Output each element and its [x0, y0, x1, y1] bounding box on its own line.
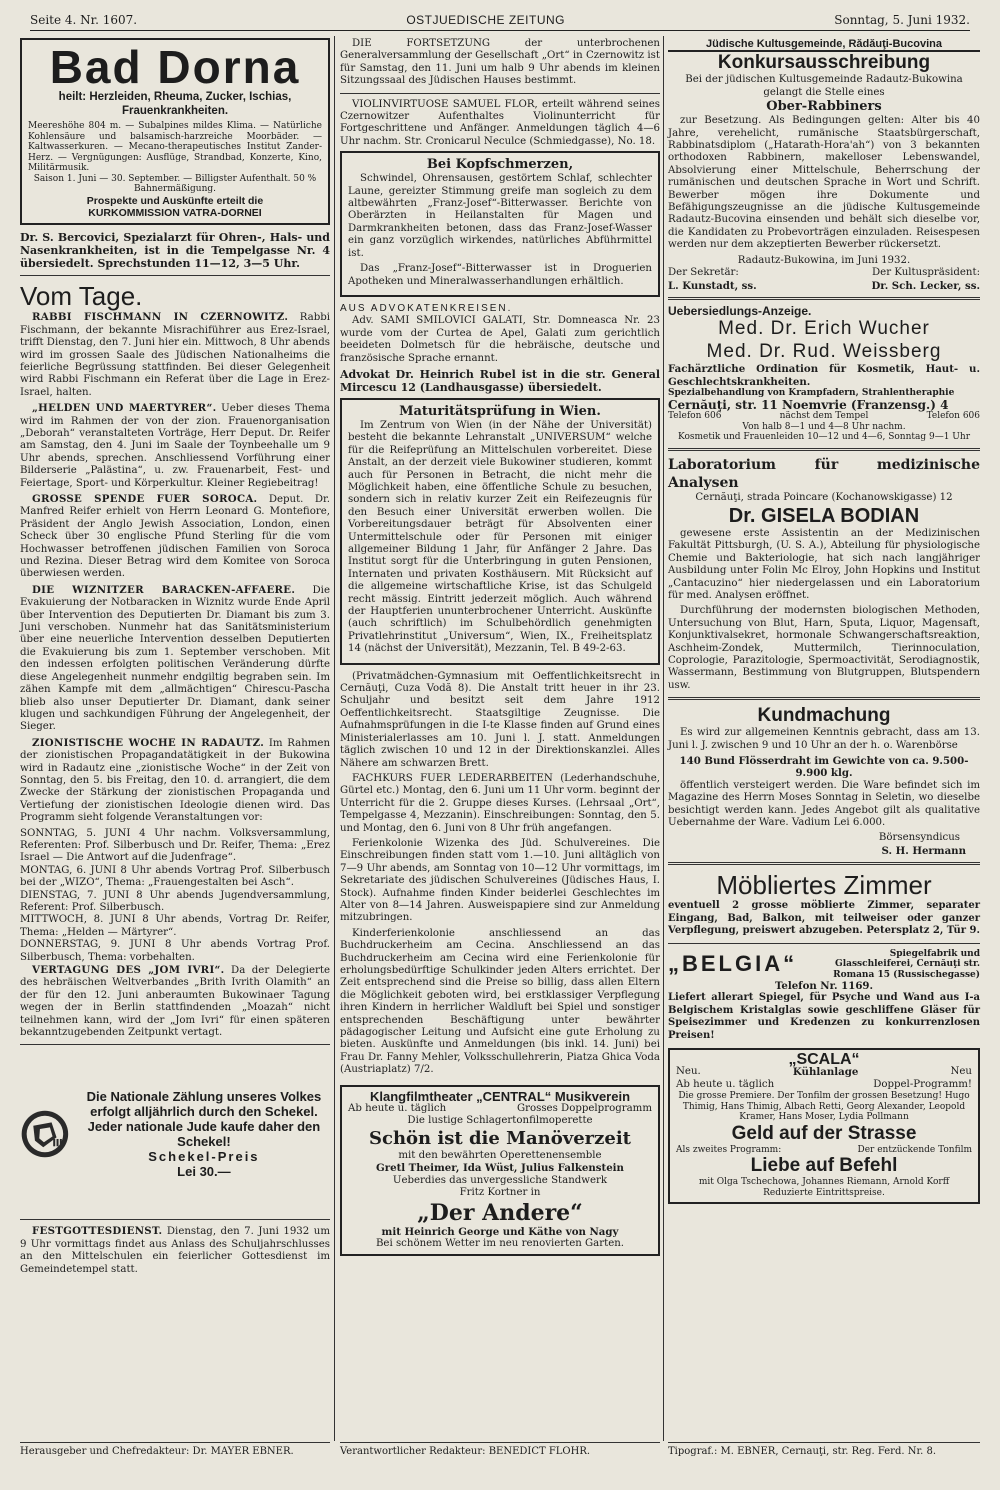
footer-printer: Tipograf.: M. EBNER, Cernauţi, str. Reg. Ferd. Nr. 8.: [668, 1442, 980, 1457]
schekel-text: Die Nationale Zählung unseres Volkes erfolgt alljährlich durch den Schekel. Jeder nationale Jude kaufe daher den Schekel!: [86, 1089, 322, 1150]
program-item: MONTAG, 6. JUNI 8 Uhr abends Vortrag Prof. Silberbusch bei der „WIZO“, Thema: „Frauengestalten bei Asch“.: [20, 864, 330, 889]
column-rule-2: [663, 36, 664, 1441]
footer-publisher: Herausgeber und Chefredakteur: Dr. MAYER EBNER.: [20, 1442, 330, 1457]
program-item: DONNERSTAG, 9. JUNI 8 Uhr abends Vortrag Prof. Silberbusch, Thema: vorbehalten.: [20, 939, 330, 963]
kundmachung-title: Kundmachung: [757, 705, 891, 727]
dorna-body: Meereshöhe 804 m. — Subalpines mildes Klima. — Natürliche Kohlensäure und balsamisch-harzreiche Moorbäder. — Kaltwasserkuren. — Mecano-therapeutisches Institut Zander-Herz. — Vergnügungen: Ausflüge, Strandbad, Konzerte, Kino, Militärmusik.: [28, 121, 322, 173]
central-cinema-ad: Klangfilmtheater „CENTRAL“ Musikverein Ab heute u. täglich Grosses Doppelprogramm Die lustige Schlagertonfilmoperette Schön ist die Manöverzeit mit den bewährten Operettenensemble Gretl Theimer, Ida Wüst, Julius Falkenstein Ueberdies das unvergessliche Standwerk Fritz Kortner in „Der Andere“ mit Heinrich George und Käthe von Nagy Bei schönem Wetter im neu renovierten Garten.: [340, 1085, 660, 1257]
schekel-text-block: [78, 1089, 330, 1179]
column-1: [20, 38, 330, 1279]
schekel-ad: [20, 1059, 330, 1209]
belgia-ad: „BELGIA“ Spiegelfabrik und Glasschleiferei, Cernăuţi str. Romana 15 (Russischegasse): [668, 948, 980, 980]
rubel-notice: Advokat Dr. Heinrich Rubel ist in die str. General Mircescu 12 (Landhausgasse) übersiedelt.: [340, 367, 660, 394]
newspaper-title: OSTJUEDISCHE ZEITUNG: [406, 13, 565, 27]
schekel-lei: Lei 30.—: [177, 1164, 231, 1180]
header-left: Seite 4. Nr. 1607.: [30, 13, 138, 27]
doctor-wucher: Med. Dr. Erich Wucher: [718, 318, 930, 340]
column-2: DIE FORTSETZUNG der unterbrochenen Generalversammlung der Gesellschaft „Ort“ in Czernowitz ist für Samstag, den 11. Juni um halb 9 Uhr abends im kleinen Sitzungssaal des Jüdischen Hauses bestimmt. VIOLINVIRTUOSE SAMUEL FLOR, erteilt während seines Czernowitzer Aufenthaltes Violinunterricht für Fortgeschrittene und Anfänger. Anmeldungen täglich 4—6 Uhr nachm. Str. Cronicarul Neculce (Schmiedgasse), No. 18. Bei Kopfschmerzen, Schwindel, Ohrensausen, gestörtem Schlaf, schlechter Laune, gereizter Stimmung greife man sogleich zu dem altbewährten „Franz-Josef“-Bitterwasser. Berichte von Oberärzten in Heilanstalten für Magen und Darmkrankheiten betonen, dass das Franz-Josef-Wasser ein ganz vorzüglich wirkendes, natürliches Abführmittel ist. Das „Franz-Josef“-Bitterwasser ist in Droguerien Apotheken und Mineralwasserhandlungen erhältlich. AUS ADVOKATENKREISEN. Adv. SAMI SMILOVICI GALATI, Str. Domneasca Nr. 23 wurde vom der Curtea de Apel, Galati zum gerichtlich beeideten Dolmetsch für die hebräische, deutsche und französische Sprache ernannt. Advokat Dr. Heinrich Rubel ist in die str. General Mircescu 12 (Landhausgasse) übersiedelt. Maturitätsprüfung in Wien. Im Zentrum von Wien (in der Nähe der Universität) besteht die bekannte Lehranstalt „UNIVERSUM“ welche für die Reifeprüfung an Mittelschulen vorbereitet. Diese Anstalt, an der derzeit viele Bukowiner studieren, kommt auch für Personen in Betracht, die nicht mehr die Möglichkeit haben, eine öffentliche Schule zu besuchen, sondern sich in relativ kurzer Zeit ein Reifezeugnis für den Besuch einer Universität erwerben wollen. Die Vorbereitungsdauer beträgt für Absolventen einer Untermittelschule oder für Personen mit einiger allgemeiner Bildung 1 Jahr, für Anfänger 2 Jahre. Das Institut sorgt für die Unterbringung in guten Pensionen, Internaten und privaten Kosthäusern. Mit Rücksicht auf die allgemeine wirtschaftliche Krise, ist das Schulgeld recht mässig. Eintritt jederzeit möglich. Auch während der Hauptferien ununterbrochener Unterricht. Auskünfte (auch schriftlich) im Schulbehördlich genehmigten Privatlehrinstitut „Universum“, Wien, IX., Freiheitsplatz 14 (nächst der Universität), Mezzanin, Tel. B 49-2-63. (Privatmädchen-Gymnasium mit Oeffentlichkeitsrecht in Cernăuţi, Cuza Vodă 8). Die Anstalt tritt heuer in ihr 23. Schuljahr und besitzt seit dem Jahre 1912 Oeffentlichkeitsrecht. Staatsgiltige Zeugnisse. Die Aufnahmsprüfungen in die I-te Klasse finden auf Grund eines Ministerialerlasses am 10. Juni l. J. statt. Anmeldungen täglich zwischen 10 und 12 in der Direktionskanzlei. Alles Nähere am schwarzen Brett. FACHKURS FUER LEDERARBEITEN (Lederhandschuhe, Gürtel etc.) Montag, den 6. Juni um 11 Uhr vorm. beginnt der Unterricht für die 2. Gruppe dieses Kurses. (Lehrsaal „Ort“, Tempelgasse 4, Mezzanin). Einschreibungen: Sonntag, den 5. und Montag, den 6. Juni von 8 Uhr früh angefangen. Ferienkolonie Wizenka des Jüd. Schulvereines. Die Einschreibungen finden statt vom 1.—10. Juni alltäglich von 7—9 Uhr abends, am Sonntag von 10—12 Uhr vormittags, im Sekretariate des jüdischen Schulvereines (Jüdisches Haus, I. Stock). Aufnahme finden Kinder beiderlei Geschlechtes im Alter von 8—14 Jahren. Ausweispapiere sind zur Anmeldung mitzubringen. Kinderferienkolonie anschliessend an das Buchdruckerheim am Cecina. Anschliessend an das Buchdruckerheim am Cecina wird eine Ferienkolonie für erholungsbedürftige Schulkinder jeden Alters errichtet. Der Zeit entsprechend sind die Preise so billig, dass allen Eltern die Möglichkeit geboten wird, bei erstklassiger Verpflegung ihren Kindern in herrlicher Waldluft bei Spiel und sonstiger entsprechenden Beschäftigung unter bewährter pädagogischer Leitung und Aufsicht eine gute Erholung zu bieten. Auskünfte und Anmeldungen (bis inkl. 14. Juni) bei Frau Dr. Fanny Mehler, Volksschullehrerin, Piatza Ghica Voda (Austriaplatz) 7/2. Klangfilmtheater „CENTRAL“ Musikverein Ab heute u. täglich Grosses Doppelprogramm Die lustige Schlagertonfilmoperette Schön ist die Manöverzeit mit den bewährten Operettenensemble Gretl Theimer, Ida Wüst, Julius Falkenstein Ueberdies das unvergessliche Standwerk Fritz Kortner in „Der Andere“ mit Heinrich George und Käthe von Nagy Bei schönem Wetter im neu renovierten Garten.: [340, 38, 660, 1262]
news-item: RABBI FISCHMANN IN CZERNOWITZ. Rabbi Fischmann, der bekannte Misrachiführer aus Erez-Israel, trifft Dienstag, den 7. Juni hier ein. Mittwoch, 8 Uhr abends wird im grossen Saale des Jüdischen Nationalheims die feierliche Begrüssung stattfinden. Bei dieser Gelegenheit wird Rabbi Fischmann ein Referat über die Lage in Erez-Israel, halten.: [20, 311, 330, 398]
schekel-preis: Schekel-Preis: [148, 1149, 260, 1165]
page-header: [30, 10, 970, 31]
bad-dorna-title: Bad Dorna: [49, 41, 301, 93]
labor-heading: Laboratorium für medizinische Analysen: [668, 456, 980, 491]
program-list: [20, 828, 330, 964]
uebersiedlung-heading: Uebersiedlungs-Anzeige.: [668, 303, 812, 318]
news-item: „HELDEN UND MAERTYRER“. Ueber dieses Thema wird im Rahmen der von der zion. Frauenorganisation „Deborah“ veranstalteten Vorträge, Herr Deput. Dr. Reifer am Samstag, den 4. Juni im Saale der Toynbeehalle um 9 Uhr abends, sprechen. Anschliessend Vorführung einer Bilderserie „Palästina“, u. zw. Frauenarbeit, Fest- und Feiertage, Sport- und Körperkultur. Kleiner Regiebeitrag!: [20, 402, 330, 489]
franz-josef-ad: Bei Kopfschmerzen, Schwindel, Ohrensausen, gestörtem Schlaf, schlechter Laune, gereizter Stimmung greife man sogleich zu dem altbewährten „Franz-Josef“-Bitterwasser. Berichte von Oberärzten in Heilanstalten für Magen und Darmkrankheiten betonen, dass das Franz-Josef-Wasser ein ganz vorzüglich wirkendes, natürliches Abführmittel ist. Das „Franz-Josef“-Bitterwasser ist in Droguerien Apotheken und Mineralwasserhandlungen erhältlich.: [340, 151, 660, 297]
scala-cinema-ad: „SCALA“ Neu. Kühlanlage Neu Ab heute u. täglich Doppel-Programm! Die grosse Premiere. Der Tonfilm der grossen Besetzung! Hugo Thimig, Hans Thimig, Albach Retti, Georg Alexander, Leopold Kramer, Hans Moser, Lydia Pollmann Geld auf der Strasse Als zweites Programm: Der entzückende Tonfilm Liebe auf Befehl mit Olga Tschechowa, Johannes Riemann, Arnold Korff Reduzierte Eintrittspreise.: [668, 1048, 980, 1204]
kopf-title: Bei Kopfschmerzen,: [426, 157, 574, 173]
news-item: FESTGOTTESDIENST. Dienstag, den 7. Juni 1932 um 9 Uhr vormittags findet aus Anlass des Schuljahrschlusses an den Mittelschulen ein feierlicher Gottesdienst im Gemeindetempel statt.: [20, 1225, 330, 1275]
advokat-heading: AUS ADVOKATENKREISEN.: [340, 302, 513, 314]
konkurs-title: Konkursausschreibung: [717, 52, 931, 74]
schekel-emblem-icon: [20, 1059, 70, 1209]
news-item: Ferienkolonie Wizenka des Jüd. Schulvereines. Die Einschreibungen finden statt vom 1.—10. Juni alltäglich von 7—9 Uhr abends, am Sonntag von 10—12 Uhr vormittags, im Sekretariate des jüdischen Schulvereines (Jüdisches Haus, I. Stock). Aufnahme finden Kinder beiderlei Geschlechtes im Alter von 8—14 Jahren. Ausweispapiere sind zur Anmeldung mitzubringen.: [340, 837, 660, 924]
bad-dorna-ad: [20, 38, 330, 225]
gemeinde-heading: Jüdische Kultusgemeinde, Rădăuţi-Bucovina: [668, 38, 980, 52]
dorna-prospekte: Prospekte und Auskünfte erteilt die: [86, 194, 264, 207]
footer-editor: Verantwortlicher Redakteur: BENEDICT FLOHR.: [340, 1442, 660, 1457]
bercovici-notice: Dr. S. Bercovici, Spezialarzt für Ohren-, Hals- und Nasenkrankheiten, ist in die Tempelgasse Nr. 4 übersiedelt. Sprechstunden 11—12, 3—5 Uhr.: [20, 231, 330, 271]
doctor-weissberg: Med. Dr. Rud. Weissberg: [706, 341, 942, 363]
universum-ad: Maturitätsprüfung in Wien. Im Zentrum von Wien (in der Nähe der Universität) besteht die bekannte Lehranstalt „UNIVERSUM“ welche für die Reifeprüfung an Mittelschulen vorbereitet. Diese Anstalt, an der derzeit viele Bukowiner studieren, kommt auch für Personen in Betracht, die nicht mehr die Möglichkeit haben, eine öffentliche Schule zu besuchen, sondern sich in relativ kurzer Zeit ein Reifezeugnis für den Besuch einer Universität erwerben wollen. Die Vorbereitungsdauer beträgt für Absolventen einer Untermittelschule oder für Personen mit einiger allgemeiner Bildung 1 Jahr, für Anfänger 2 Jahre. Das Institut sorgt für die Unterbringung in guten Pensionen, Internaten und privaten Kosthäusern. Mit Rücksicht auf die allgemeine wirtschaftliche Krise, ist das Schulgeld recht mässig. Eintritt jederzeit möglich. Auch während der Hauptferien ununterbrochener Unterricht. Auskünfte (auch schriftlich) im Schulbehördlich genehmigten Privatlehrinstitut „Universum“, Wien, IX., Freiheitsplatz 14 (nächst der Universität), Mezzanin, Tel. B 49-2-63.: [340, 398, 660, 665]
news-item: (Privatmädchen-Gymnasium mit Oeffentlichkeitsrecht in Cernăuţi, Cuza Vodă 8). Die Anstalt tritt heuer in ihr 23. Schuljahr und besitzt seit dem Jahre 1912 Oeffentlichkeitsrecht. Staatsgiltige Zeugnisse. Die Aufnahmsprüfungen in die I-te Klasse finden auf Grund eines Ministerialerlasses am 10. Juni l. J. statt. Anmeldungen täglich zwischen 10 und 12 in der Direktionskanzlei. Alles Nähere am schwarzen Brett.: [340, 670, 660, 769]
news-item: DIE FORTSETZUNG der unterbrochenen Generalversammlung der Gesellschaft „Ort“ in Czernowitz ist für Samstag, den 11. Juni um halb 9 Uhr abends im kleinen Sitzungssaal des Jüdischen Hauses bestimmt.: [340, 38, 660, 87]
dorna-season: Saison 1. Juni — 30. September. — Billigster Aufenthalt. 50 % Bahnermäßigung.: [33, 173, 317, 194]
news-item: VERTAGUNG DES „JOM IVRI“. Da der Delegierte des hebräischen Weltverbandes „Brith Ivrith Olamith“ an der für den 12. Juni anberaumten Bukowinaer Tagung wegen der in Berlin stattfindenden „Moazah“ nicht teilnehmen kann, wird der „Jom Ivri“ für einen späteren bekanntzugebenden Zeitpunkt vertagt.: [20, 964, 330, 1039]
news-item: FACHKURS FUER LEDERARBEITEN (Lederhandschuhe, Gürtel etc.) Montag, den 6. Juni um 11 Uhr vorm. beginnt der Unterricht für die 2. Gruppe dieses Kurses. (Lehrsaal „Ort“, Tempelgasse 4, Mezzanin). Einschreibungen: Sonntag, den 5. und Montag, den 6. Juni von 8 Uhr früh angefangen.: [340, 772, 660, 834]
program-item: SONNTAG, 5. JUNI 4 Uhr nachm. Volksversammlung, Referenten: Prof. Silberbusch und Dr. Reifer, Thema: „Erez Israel — Die Antwort auf die Judenfrage“.: [20, 827, 330, 864]
news-item: GROSSE SPENDE FUER SOROCA. Deput. Dr. Manfred Reifer erhielt von Herrn Leonard G. Montefiore, Präsident der Anglo Jewish Association, London, einen Scheck über 30 englische Pfund Sterling für die vom Hochwasser betroffenen jüdischen Familien von Soroca und Rezina. Dieser Betrag wird dem Komitee von Soroca überwiesen werden.: [20, 493, 330, 580]
news-item: Kinderferienkolonie anschliessend an das Buchdruckerheim am Cecina. Anschliessend an das Buchdruckerheim am Cecina wird eine Ferienkolonie für erholungsbedürftige Schulkinder jeden Alters errichtet. Der Zeit entsprechend sind die Preise so billig, dass allen Eltern die Möglichkeit geboten wird, bei erstklassiger Verpflegung ihren Kindern in herrlicher Waldluft bei Spiel und sonstiger entsprechenden Beschäftigung unter bewährter pädagogischer Leitung und Aufsicht eine gute Erholung zu bieten. Auskünfte und Anmeldungen (bis inkl. 14. Juni) bei Frau Dr. Fanny Mehler, Volksschullehrerin, Piatza Ghica Voda (Austriaplatz) 7/2.: [340, 927, 660, 1076]
matura-title: Maturitätsprüfung in Wien.: [399, 403, 601, 419]
program-item: DIENSTAG, 7. JUNI 8 Uhr abends Jugendversammlung, Referent: Prof. Silberbusch.: [20, 889, 330, 913]
dorna-heilt: heilt: Herzleiden, Rheuma, Zucker, Ischias, Frauenkrankheiten.: [58, 91, 292, 117]
vom-tage-heading: Vom Tage.: [20, 281, 143, 312]
program-item: MITTWOCH, 8. JUNI 8 Uhr abends, Vortrag Dr. Reifer, Thema: „Helden — Märtyrer“.: [20, 914, 330, 938]
news-item: ZIONISTISCHE WOCHE IN RADAUTZ. Im Rahmen der zionistischen Propagandatätigkeit in der Bukowina wird in Radautz eine „zionistische Woche“ in der Zeit von Sonntag, den 5. bis Freitag, den 10. d. arrangiert, die dem Zwecke der Stärkung der zionistischen Propaganda und Vertiefung der zionistischen Ideologie dienen wird. Das Programm sieht folgende Veranstaltungen vor:: [20, 736, 331, 824]
dorna-kurkommission: KURKOMMISSION VATRA-DORNEI: [88, 206, 262, 219]
gisela-bodian: Dr. GISELA BODIAN: [728, 504, 920, 527]
rabbiner-title: Ober-Rabbiners: [766, 99, 882, 115]
header-date: Sonntag, 5. Juni 1932.: [834, 13, 970, 27]
news-item: DIE WIZNITZER BARACKEN-AFFAERE. Die Evakuierung der Notbaracken in Wiznitz wurde Ende April über Intervention des Deputierten Dr. Diamant bis zum 3. Juni verschoben. Nunmehr hat das Sanitätsministerium über eine neuerliche Intervention desselben Deputierten die Evakuierung bis zum 1. September verschoben. Mit den indessen erfolgten politischen Veränderung dürfte diese Angelegenheit nunmehr endgiltig begraben sein. Im zähen Kampfe mit dem „allmächtigen“ Chirescu-Pascha blieb also unser Deputierter Dr. Diamant, dank seiner klugen und sachkundigen Führung der Angelegenheit, der Sieger.: [20, 583, 330, 733]
zimmer-title: Möbliertes Zimmer: [716, 870, 932, 901]
news-item: VIOLINVIRTUOSE SAMUEL FLOR, erteilt während seines Czernowitzer Aufenthaltes Violinunterricht für Fortgeschrittene und Anfänger. Anmeldungen täglich 4—6 Uhr nachm. Str. Cronicarul Neculce (Schmiedgasse), No. 18.: [340, 98, 660, 147]
column-rule-1: [334, 36, 335, 1441]
column-3: Jüdische Kultusgemeinde, Rădăuţi-Bucovina Konkursausschreibung Bei der jüdischen Kultusgemeinde Radautz-Bukowina gelangt die Stelle eines Ober-Rabbiners zur Besetzung. Als Bedingungen gelten: Alter bis 40 Jahre, verehelicht, rumänische Staatsbürgerschaft, Rabbinatsdiplom („Hatarath-Hora'ah“) von 3 bekannten orthodoxen Rabbinern, makelloser Lebenswandel, Absolvierung einer Mittelschule, Beherrschung der rumänischen und deutschen Sprache in Wort und Schrift. Bewerber mögen ihre Dokumente und Befähigungszeugnisse an die jüdische Kultusgemeinde Radautz-Bucovina einsenden und behält sich dieselbe vor, die Kandidaten zu Probevorträgen einzuladen. Reisespesen werden nur dem akzeptierten Bewerber rückersetzt. Radautz-Bukowina, im Juni 1932. Der Sekretär: Der Kultuspräsident: L. Kunstadt, ss. Dr. Sch. Lecker, ss. Uebersiedlungs-Anzeige. Med. Dr. Erich Wucher Med. Dr. Rud. Weissberg Fachärztliche Ordination für Kosmetik, Haut- u. Geschlechtskrankheiten. Spezialbehandlung von Krampfadern, Strahlentheraphie Cernăuţi, str. 11 Noemvrie (Franzensg.) 4 Telefon 606 nächst dem Tempel Telefon 606 Von halb 8—1 und 4—8 Uhr nachm. Kosmetik und Frauenleiden 10—12 und 4—6, Sonntag 9—1 Uhr Laboratorium für medizinische Analysen Cernăuţi, strada Poincare (Kochanowskigasse) 12 Dr. GISELA BODIAN gewesene erste Assistentin an der Medizinischen Fakultät Pittsburgh, (U. S. A.), Abteilung für physiologische Chemie und Bakteriologie, hat sich nach langjähriger Ausbildung unter Folin Mc Elroy, John Hopkins und Institut „Cantacuzino“ hier niedergelassen und ein Laboratorium für med. Analysen eröffnet. Durchführung der modernsten biologischen Methoden, Untersuchung von Blut, Harn, Sputa, Liquor, Magensaft, Konjunktivalsekret, hormonale Schwangerschaftsreaktion, Aschheim-Zondek, Muttermilch, Tierinnoculation, Coprologie, Parazitologie, Spermoactivität, Serodiagnostik, Wassermann, Bestimmung von Blutgruppen, Blutspendern usw. Kundmachung Es wird zur allgemeinen Kenntnis gebracht, dass am 13. Juni l. J. zwischen 9 und 10 Uhr an der h. o. Warenbörse 140 Bund Flösserdraht im Gewichte von ca. 9.500-9.900 klg. öffentlich versteigert werden. Die Ware befindet sich im Magazine des Herrn Moses Sonntag in Seletin, wo dieselbe besichtigt werden kann. Jedes Angebot gilt als qualitative Uebernahme der Ware. Vadium Lei 6.000. Börsensyndicus S. H. Hermann Möbliertes Zimmer eventuell 2 grosse möblierte Zimmer, separater Eingang, Bad, Balkon, mit teilweiser oder ganzer Verpflegung, preiswert abzugeben. Petersplatz 2, Tür 9. „BELGIA“ Spiegelfabrik und Glasschleiferei, Cernăuţi str. Romana 15 (Russischegasse) Telefon Nr. 1169. Liefert allerart Spiegel, für Psyche und Wand aus I-a Belgischem Kristalglas sowie geschliffene Gläser für Speisezimmer und Kredenzen zu konkurrenzlosen Preisen! „SCALA“ Neu. Kühlanlage Neu Ab heute u. täglich Doppel-Programm! Die grosse Premiere. Der Tonfilm der grossen Besetzung! Hugo Thimig, Hans Thimig, Albach Retti, Georg Alexander, Leopold Kramer, Hans Moser, Lydia Pollmann Geld auf der Strasse Als zweites Programm: Der entzückende Tonfilm Liebe auf Befehl mit Olga Tschechowa, Johannes Riemann, Arnold Korff Reduzierte Eintrittspreise.: [668, 38, 980, 1210]
